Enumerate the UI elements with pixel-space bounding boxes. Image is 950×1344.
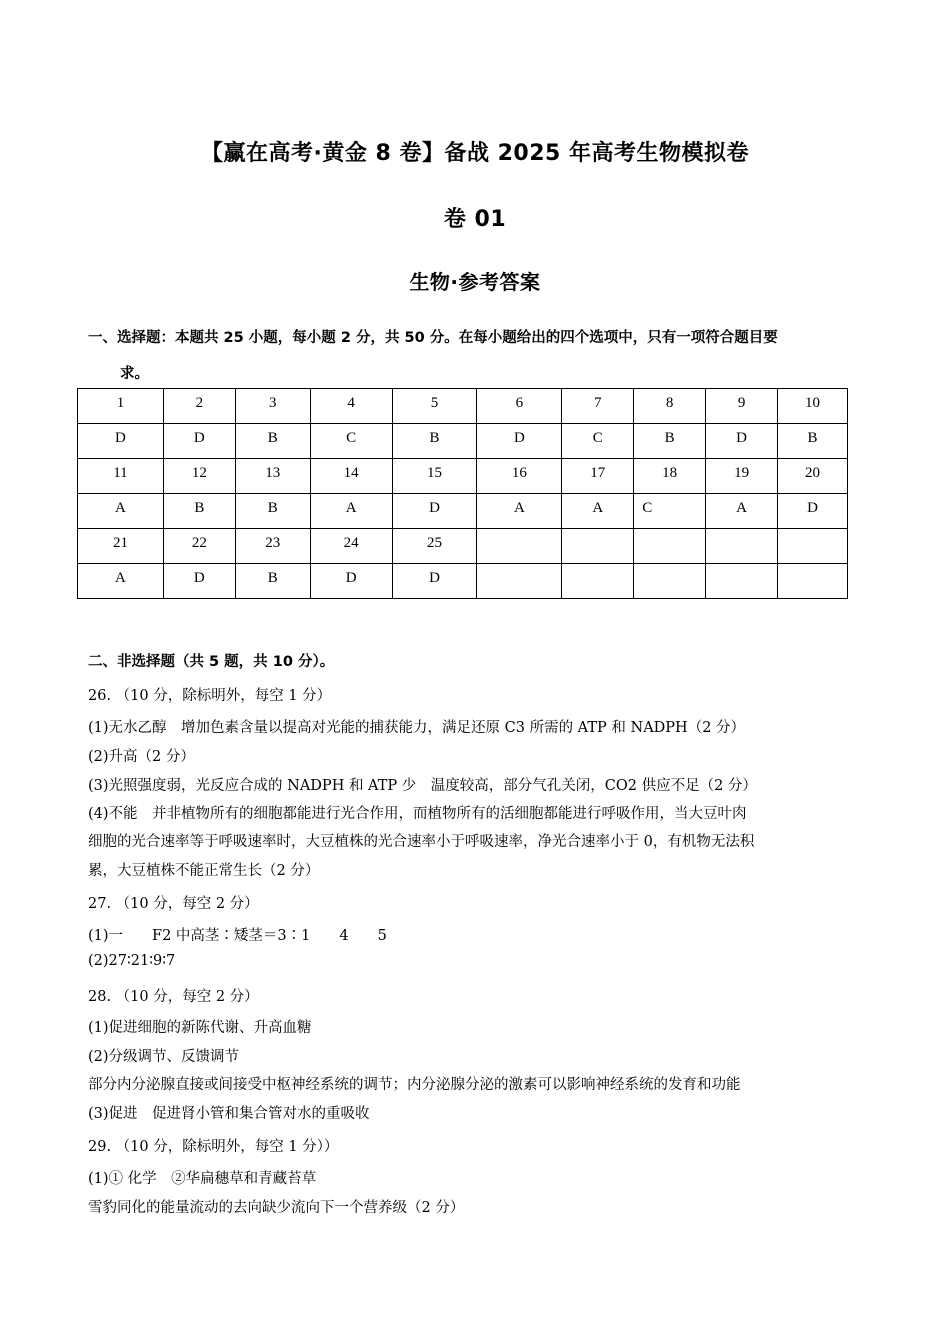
section-1-heading-line-2: 求。 xyxy=(120,366,149,382)
answer-line: 29. （10 分，除标明外，每空 1 分）） xyxy=(88,1139,339,1155)
answer-line: 28. （10 分，每空 2 分） xyxy=(88,989,259,1005)
answer-cell: B xyxy=(634,424,706,459)
answer-cell: B xyxy=(392,424,477,459)
section-1-heading xyxy=(88,320,868,392)
question-number-cell: 17 xyxy=(562,459,634,494)
question-number-row xyxy=(78,459,848,494)
question-number-cell xyxy=(778,529,848,564)
answer-cell xyxy=(634,564,706,599)
question-number-cell: 7 xyxy=(562,389,634,424)
answer-cell: B xyxy=(235,564,310,599)
answer-cell: D xyxy=(778,494,848,529)
answer-cell: D xyxy=(392,494,477,529)
question-number-cell: 22 xyxy=(163,529,235,564)
question-number-cell: 4 xyxy=(310,389,392,424)
question-number-cell xyxy=(562,529,634,564)
answer-line: (4)不能 并非植物所有的细胞都能进行光合作用，而植物所有的活细胞都能进行呼吸作用，当大豆叶肉 xyxy=(88,806,747,822)
question-number-cell: 19 xyxy=(706,459,778,494)
answer-row xyxy=(78,564,848,599)
question-number-cell: 5 xyxy=(392,389,477,424)
question-number-cell: 21 xyxy=(78,529,164,564)
question-number-row xyxy=(78,529,848,564)
answer-line: (3)促进 促进肾小管和集合管对水的重吸收 xyxy=(88,1106,370,1122)
question-number-cell: 1 xyxy=(78,389,164,424)
question-number-cell: 12 xyxy=(163,459,235,494)
answer-cell: D xyxy=(392,564,477,599)
question-number-cell: 10 xyxy=(778,389,848,424)
answer-cell: D xyxy=(163,564,235,599)
question-number-row xyxy=(78,389,848,424)
answer-cell: B xyxy=(778,424,848,459)
question-number-cell: 15 xyxy=(392,459,477,494)
answer-line: (1)促进细胞的新陈代谢、升高血糖 xyxy=(88,1020,312,1036)
answer-cell: D xyxy=(477,424,562,459)
answer-cell: A xyxy=(562,494,634,529)
answer-cell: B xyxy=(235,494,310,529)
question-number-cell: 14 xyxy=(310,459,392,494)
answer-line: (1)一 F2 中高茎∶矮茎＝3∶1 4 5 xyxy=(88,928,387,944)
answer-cell: C xyxy=(310,424,392,459)
answer-cell xyxy=(778,564,848,599)
question-number-cell: 18 xyxy=(634,459,706,494)
answer-cell xyxy=(706,564,778,599)
answer-line: (3)光照强度弱，光反应合成的 NADPH 和 ATP 少 温度较高，部分气孔关闭，CO2 供应不足（2 分） xyxy=(88,778,757,794)
question-number-cell xyxy=(477,529,562,564)
answer-line: (2)升高（2 分） xyxy=(88,749,195,765)
answer-row xyxy=(78,494,848,529)
answer-cell: A xyxy=(706,494,778,529)
answer-line: 细胞的光合速率等于呼吸速率时，大豆植株的光合速率小于呼吸速率，净光合速率小于 0，有机物无法积 xyxy=(88,834,755,850)
question-number-cell: 25 xyxy=(392,529,477,564)
question-number-cell: 11 xyxy=(78,459,164,494)
document-title: 【赢在高考·黄金 8 卷】备战 2025 年高考生物模拟卷 xyxy=(200,141,750,166)
answer-line: (2)27∶21∶9∶7 xyxy=(88,953,176,969)
answer-cell: A xyxy=(78,564,164,599)
answer-cell: A xyxy=(477,494,562,529)
question-number-cell: 6 xyxy=(477,389,562,424)
answer-cell: D xyxy=(78,424,164,459)
section-2-heading: 二、非选择题（共 5 题，共 10 分）。 xyxy=(88,654,335,670)
question-number-cell: 24 xyxy=(310,529,392,564)
section-1-heading-line-1: 一、选择题：本题共 25 小题，每小题 2 分，共 50 分。在每小题给出的四个选项中，只有一项符合题目要 xyxy=(88,330,778,346)
answer-cell: D xyxy=(706,424,778,459)
answer-line: 雪豹同化的能量流动的去向缺少流向下一个营养级（2 分） xyxy=(88,1200,465,1216)
answer-line: 26. （10 分，除标明外，每空 1 分） xyxy=(88,688,332,704)
answer-cell: A xyxy=(78,494,164,529)
answer-row xyxy=(78,424,848,459)
question-number-cell: 3 xyxy=(235,389,310,424)
answer-cell: B xyxy=(163,494,235,529)
question-number-cell: 13 xyxy=(235,459,310,494)
question-number-cell: 23 xyxy=(235,529,310,564)
answer-line: (2)分级调节、反馈调节 xyxy=(88,1049,240,1065)
question-number-cell xyxy=(634,529,706,564)
question-number-cell: 16 xyxy=(477,459,562,494)
answer-line: 累，大豆植株不能正常生长（2 分） xyxy=(88,863,320,879)
question-number-cell xyxy=(706,529,778,564)
answer-cell: D xyxy=(163,424,235,459)
answer-cell: D xyxy=(310,564,392,599)
question-number-cell: 9 xyxy=(706,389,778,424)
answer-cell xyxy=(562,564,634,599)
answer-cell: A xyxy=(310,494,392,529)
answer-cell: C xyxy=(562,424,634,459)
answer-cell xyxy=(477,564,562,599)
answer-cell: B xyxy=(235,424,310,459)
answer-line: (1)① 化学 ②华扁穗草和青藏苔草 xyxy=(88,1171,317,1187)
question-number-cell: 2 xyxy=(163,389,235,424)
question-number-cell: 8 xyxy=(634,389,706,424)
answer-key-title: 生物·参考答案 xyxy=(409,270,541,294)
answer-line: 27. （10 分，每空 2 分） xyxy=(88,896,259,912)
question-number-cell: 20 xyxy=(778,459,848,494)
answer-cell: C xyxy=(634,494,706,529)
paper-number: 卷 01 xyxy=(443,207,507,232)
answer-line: (1)无水乙醇 增加色素含量以提高对光能的捕获能力，满足还原 C3 所需的 ATP 和 NADPH（2 分） xyxy=(88,720,746,736)
answer-table xyxy=(77,388,848,599)
answer-line: 部分内分泌腺直接或间接受中枢神经系统的调节；内分泌腺分泌的激素可以影响神经系统的发育和功能 xyxy=(88,1077,741,1093)
